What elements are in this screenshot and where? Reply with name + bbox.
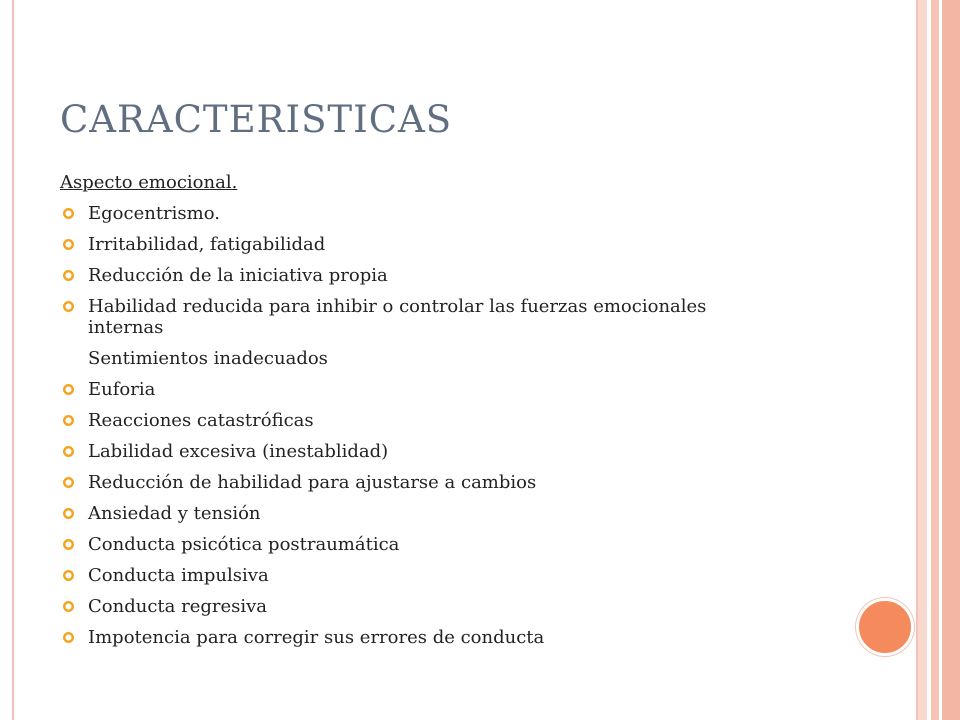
slide-title: CARACTERISTICAS [60, 98, 453, 141]
list-item [60, 348, 760, 369]
list-item [60, 472, 760, 493]
list-item [60, 565, 760, 586]
orange-ring-bullet-icon [62, 600, 75, 613]
list-item [60, 596, 760, 617]
list-item-text: Conducta regresiva [88, 596, 268, 617]
list-item [60, 503, 760, 524]
list-item-text: Irritabilidad, fatigabilidad [88, 234, 326, 255]
list-item-text: Reducción de la iniciativa propia [88, 265, 388, 286]
slide-subtitle: Aspecto emocional. [60, 172, 238, 193]
orange-ring-bullet-icon [62, 238, 75, 251]
orange-ring-bullet-icon [62, 383, 75, 396]
orange-ring-bullet-icon [62, 631, 75, 644]
list-item [60, 627, 760, 648]
list-item-text: Ansiedad y tensión [88, 503, 261, 524]
decorative-stripes [918, 0, 960, 720]
list-item-text: Euforia [88, 379, 156, 400]
list-item-text: Reducción de habilidad para ajustarse a cambios [88, 472, 537, 493]
orange-ring-bullet-icon [62, 538, 75, 551]
list-item-text: Labilidad excesiva (inestablidad) [88, 441, 389, 462]
list-item [60, 234, 760, 255]
list-item [60, 379, 760, 400]
orange-ring-bullet-icon [62, 476, 75, 489]
accent-circle-icon [856, 598, 914, 656]
list-item-text: Impotencia para corregir sus errores de conducta [88, 627, 545, 648]
orange-ring-bullet-icon [62, 269, 75, 282]
list-item-text: Egocentrismo. [88, 203, 220, 224]
orange-ring-bullet-icon [62, 207, 75, 220]
orange-ring-bullet-icon [62, 414, 75, 427]
orange-ring-bullet-icon [62, 569, 75, 582]
list-item [60, 534, 760, 555]
list-item [60, 265, 760, 286]
list-item-text: Conducta impulsiva [88, 565, 269, 586]
characteristics-list [60, 203, 760, 658]
list-item [60, 203, 760, 224]
orange-ring-bullet-icon [62, 445, 75, 458]
list-item-text: Habilidad reducida para inhibir o controlar las fuerzas emocionales internas [88, 296, 707, 338]
list-item [60, 441, 760, 462]
list-item-text: Sentimientos inadecuados [88, 348, 328, 369]
orange-ring-bullet-icon [62, 507, 75, 520]
orange-ring-bullet-icon [62, 300, 75, 313]
list-item [60, 410, 760, 431]
list-item-text: Reacciones catastróficas [88, 410, 314, 431]
list-item [60, 296, 760, 338]
list-item-text: Conducta psicótica postraumática [88, 534, 400, 555]
